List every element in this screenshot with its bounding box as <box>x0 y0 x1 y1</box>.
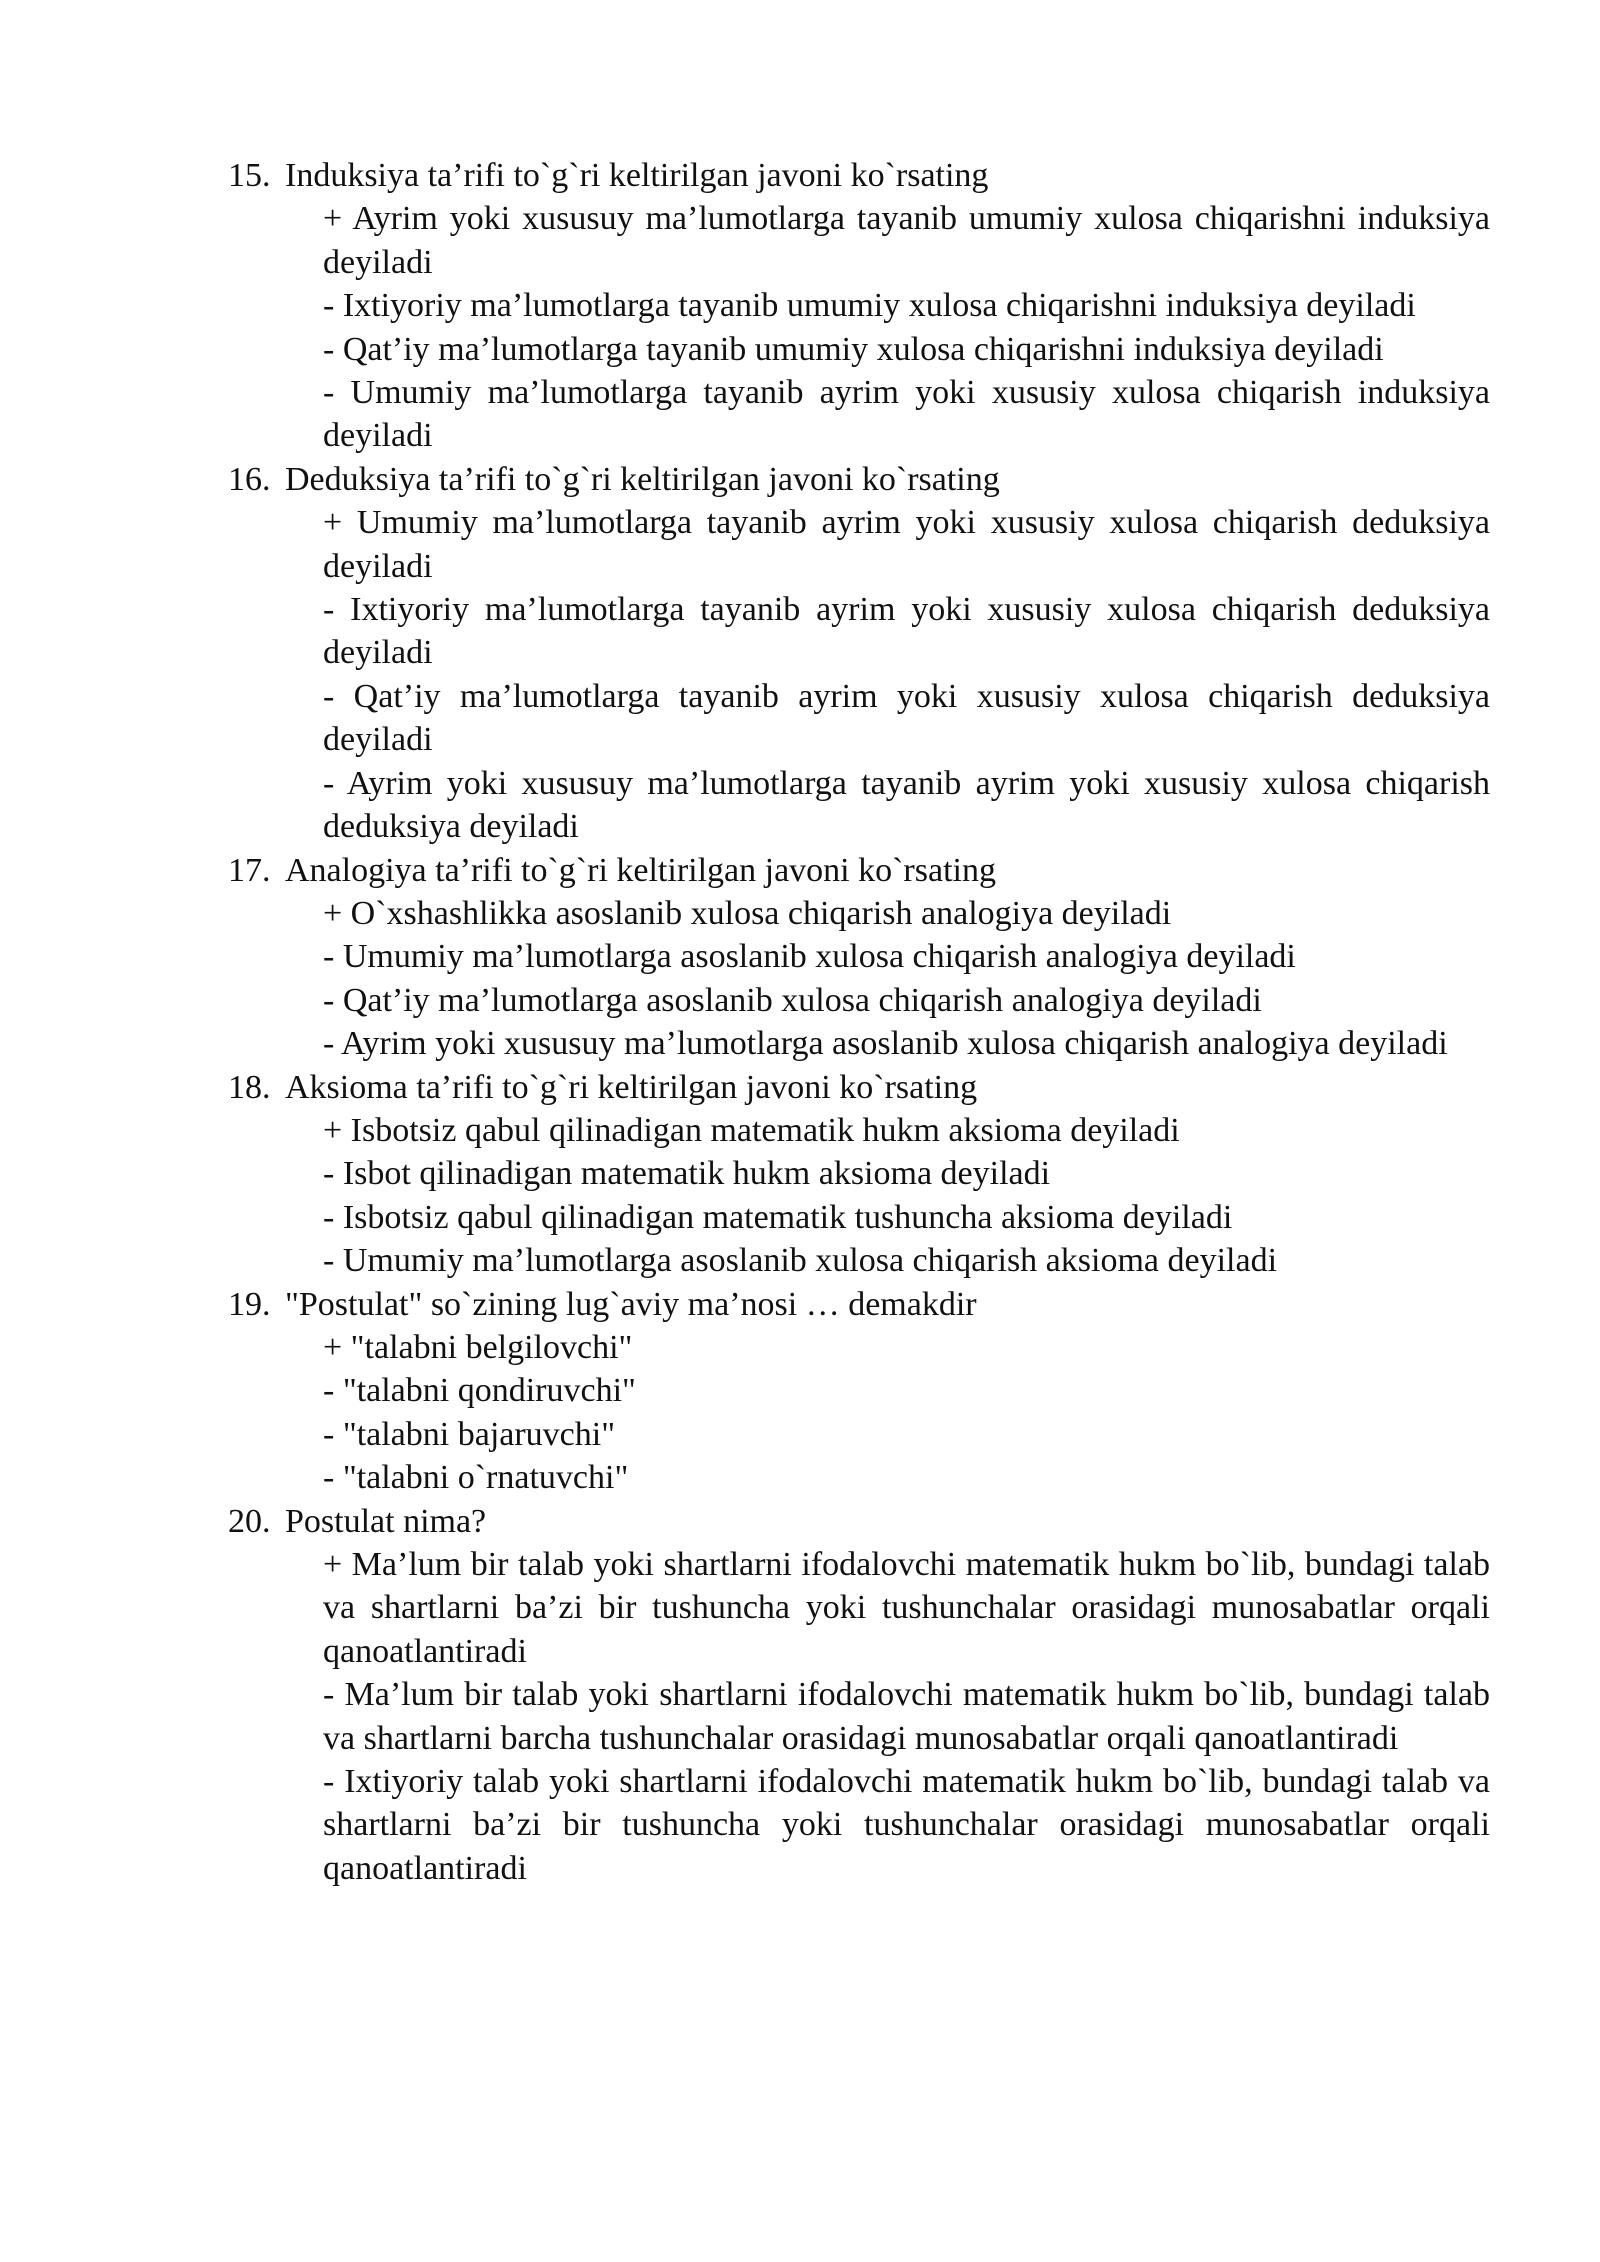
answer-option: - Umumiy ma’lumotlarga asoslanib xulosa chiqarish analogiya deyiladi <box>323 938 1296 976</box>
answer-option-correct: + Isbotsiz qabul qilinadigan matematik hukm aksioma deyiladi <box>323 1111 1180 1149</box>
answer-options <box>323 1326 1490 1500</box>
question-number: 17. <box>228 851 271 889</box>
question-18 <box>228 1066 1490 1283</box>
question-text: Aksioma ta’rifi to`g`ri keltirilgan javoni ko`rsating <box>285 1068 978 1106</box>
answer-option: - Ayrim yoki xususuy ma’lumotlarga tayanib ayrim yoki xususiy xulosa chiqarish deduksiya deyiladi <box>323 764 1490 846</box>
answer-option: - Qat’iy ma’lumotlarga tayanib umumiy xulosa chiqarishni induksiya deyiladi <box>323 330 1384 368</box>
answer-options <box>323 1109 1490 1283</box>
answer-options <box>323 197 1490 457</box>
answer-options <box>323 892 1490 1066</box>
answer-option: - "talabni bajaruvchi" <box>323 1415 616 1453</box>
answer-option-correct: + Ma’lum bir talab yoki shartlarni ifodalovchi matematik hukm bo`lib, bundagi talab va shartlarni ba’zi bir tushuncha yoki tushunchalar orasidagi munosabatlar orqali qanoatlantiradi <box>323 1546 1490 1670</box>
question-text: Induksiya ta’rifi to`g`ri keltirilgan javoni ko`rsating <box>285 157 989 194</box>
answer-option: - Ixtiyoriy ma’lumotlarga tayanib ayrim yoki xususiy xulosa chiqarish deduksiya deyiladi <box>323 591 1490 672</box>
question-text: "Postulat" so`zining lug`aviy ma’nosi … demakdir <box>285 1285 977 1323</box>
question-line <box>228 1283 1490 1326</box>
question-17 <box>228 849 1490 1066</box>
answer-option: - Qat’iy ma’lumotlarga asoslanib xulosa chiqarish analogiya deyiladi <box>323 981 1262 1019</box>
answer-option: - "talabni o`rnatuvchi" <box>323 1459 629 1497</box>
question-list <box>228 154 1490 1890</box>
question-number: 20. <box>228 1502 271 1540</box>
question-line <box>228 849 1490 892</box>
question-line <box>228 1500 1490 1543</box>
question-number: 16. <box>228 460 271 498</box>
answer-option: - Ixtiyoriy talab yoki shartlarni ifodalovchi matematik hukm bo`lib, bundagi talab va shartlarni ba’zi bir tushuncha yoki tushunchalar orasidagi munosabatlar orqali qanoatlantiradi <box>323 1763 1490 1887</box>
answer-option: - Isbotsiz qabul qilinadigan matematik tushuncha aksioma deyiladi <box>323 1198 1233 1236</box>
answer-option: - Umumiy ma’lumotlarga tayanib ayrim yoki xususiy xulosa chiqarish induksiya deyiladi <box>323 374 1490 455</box>
answer-option-correct: + O`xshashlikka asoslanib xulosa chiqarish analogiya deyiladi <box>323 894 1172 932</box>
answer-option: - Qat’iy ma’lumotlarga tayanib ayrim yoki xususiy xulosa chiqarish deduksiya deyiladi <box>323 677 1490 759</box>
question-text: Postulat nima? <box>285 1502 487 1540</box>
question-line <box>228 154 1490 197</box>
answer-option: - Ma’lum bir talab yoki shartlarni ifodalovchi matematik hukm bo`lib, bundagi talab va shartlarni barcha tushunchalar orasidagi munosabatlar orqali qanoatlantiradi <box>323 1676 1490 1757</box>
answer-options <box>323 1543 1490 1890</box>
question-number: 19. <box>228 1285 271 1323</box>
question-19 <box>228 1283 1490 1500</box>
answer-option-correct: + "talabni belgilovchi" <box>323 1328 633 1366</box>
question-text: Analogiya ta’rifi to`g`ri keltirilgan javoni ko`rsating <box>285 851 996 889</box>
answer-option-correct: + Ayrim yoki xususuy ma’lumotlarga tayanib umumiy xulosa chiqarishni induksiya deyiladi <box>323 200 1490 281</box>
question-text: Deduksiya ta’rifi to`g`ri keltirilgan javoni ko`rsating <box>285 460 1000 498</box>
question-line <box>228 458 1490 501</box>
question-15 <box>228 154 1490 458</box>
question-16 <box>228 458 1490 849</box>
answer-options <box>323 501 1490 848</box>
answer-option: - Isbot qilinadigan matematik hukm aksioma deyiladi <box>323 1155 1051 1193</box>
answer-option: - Umumiy ma’lumotlarga asoslanib xulosa chiqarish aksioma deyiladi <box>323 1242 1278 1280</box>
question-20 <box>228 1500 1490 1891</box>
answer-option-correct: + Umumiy ma’lumotlarga tayanib ayrim yoki xususiy xulosa chiqarish deduksiya deyiladi <box>323 504 1490 585</box>
question-number: 15. <box>228 157 271 194</box>
answer-option: - Ixtiyoriy ma’lumotlarga tayanib umumiy xulosa chiqarishni induksiya deyiladi <box>323 287 1416 325</box>
question-number: 18. <box>228 1068 271 1106</box>
answer-option: - "talabni qondiruvchi" <box>323 1372 636 1410</box>
answer-option: - Ayrim yoki xususuy ma’lumotlarga asoslanib xulosa chiqarish analogiya deyiladi <box>323 1025 1448 1063</box>
question-line <box>228 1066 1490 1109</box>
